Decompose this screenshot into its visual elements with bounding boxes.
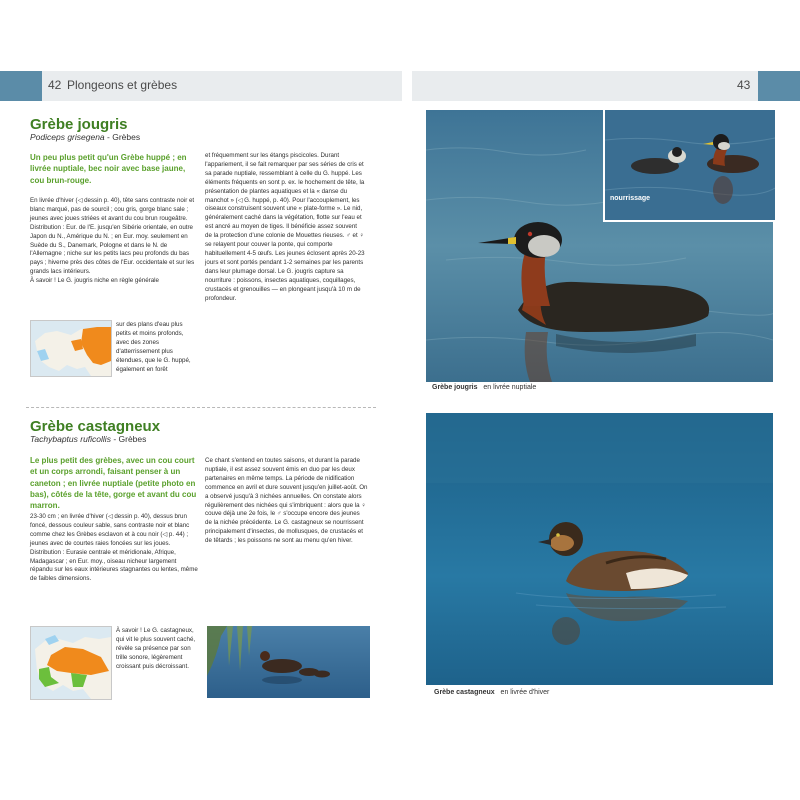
grebe-castagneux-photo: [426, 413, 773, 685]
species-1-col1-block: [30, 197, 195, 286]
species-2-latin: Tachybaptus ruficollis: [30, 434, 111, 444]
species-1-text-winter: En livrée d'hiver (◁ dessin p. 40), tête sans contraste noir et blanc marqué, pas de sourcil ; cou gris, gorge blanc sale ; jeunes avec joues striées et avant du cou brun rougeâtre.: [30, 197, 195, 222]
species-2-small-photo: [207, 626, 370, 698]
section-divider: [26, 407, 376, 408]
left-page-title: Plongeons et grèbes: [67, 78, 178, 92]
species-2-family: - Grèbes: [110, 434, 147, 444]
species-2-lead: Le plus petit des grèbes, avec un cou court et un corps arrondi, faisant penser à un caneton ; en livrée nuptiale (petite photo en bas), côtés de la tête, gorge et avant du cou marron.: [30, 456, 197, 511]
species-2-range-map: [30, 626, 112, 700]
header-accent-right: [758, 71, 800, 101]
header-bar-right: [412, 71, 758, 101]
header-accent-left: [0, 71, 42, 101]
species-1-lead: Un peu plus petit qu'un Grèbe huppé ; en livrée nuptiale, bec noir avec base jaune, cou brun-rouge.: [30, 153, 187, 185]
species-1-col2: et fréquemment sur les étangs piscicoles. Durant l'appariement, il se fait remarquer par ses séries de cris et sa parade nuptiale, ressemblant à celle du G. huppé. Les éléments fréquents en sont p. ex. le hochement de tête, la présentation de plantes aquatiques et la « danse du manchot » (◁ G. huppé, p. 40). Pour l'accouplement, les oiseaux construisent souvent une « plate-forme ». Le nid, généralement caché dans la végétation, flotte sur l'eau et est ancré au moyen de tiges. Il bénéficie assez souvent de la protection d'une colonie de Mouettes rieuses. ♂ et ♀ se relayent pour couver la ponte, qui comporte habituellement 4-5 œufs. Les jeunes éclosent après 20-23 jours et sont portés pendant 1-2 semaines par les parents dans leur plumage dorsal. Le G. jougris capture sa nourriture : poissons, insectes aquatiques, coquillages, crustacés et grenouilles — en plongeant jusqu'à 10 m de profondeur.: [205, 152, 365, 302]
photo-2-caption-desc: en livrée d'hiver: [500, 689, 550, 696]
species-1-range-map: [30, 320, 112, 377]
species-1-text-distribution: Distribution : Eur. de l'E. jusqu'en Sibérie orientale, en outre Japon du N., Amérique du N. ; en Eur. moy. seulement en Suède du S., Danemark, Pologne et dans le N. de l'Allemagne ; niche sur les petits lacs peu profonds du bas pays ; hiverne près des côtes de l'Eur. occidentale et sur les grands lacs intérieurs.: [30, 223, 195, 276]
species-2-text-distribution: Distribution : Eurasie centrale et méridionale, Afrique, Madagascar ; en Eur. moy., oiseau nicheur largement répandu sur les eaux intérieures stagnantes ou lentes, même de faibles dimensions.: [30, 548, 198, 583]
species-2-col2: Ce chant s'entend en toutes saisons, et durant la parade nuptiale, il est assez souvent émis en duo par les deux partenaires en même temps. La période de nidification commence en avril et dure souvent jusqu'en juillet-août. On a observé jusqu'à 3 nichées annuelles. On constate alors régulièrement des nichées qui s'imbriquent : alors que la ♀ couve déjà une 2e fois, le ♂ s'occupe encore des jeunes de la nichée précédente. Le G. castagneux se nourrissent principalement d'insectes, de mollusques, de crustacés et de têtards ; les poissons ne sont au menu qu'en hiver.: [205, 457, 368, 545]
feeding-inset-photo: [603, 110, 775, 222]
species-2-col1-block: [30, 513, 198, 584]
species-1-text-map-side: sur des plans d'eau plus petits et moins profonds, avec des zones d'atterrissement plus étendues, que le G. huppé, également en forêt: [116, 321, 191, 373]
species-1-latin: Podiceps grisegena: [30, 132, 105, 142]
species-1-text-asavoir: À savoir ! Le G. jougris niche en règle générale: [30, 277, 159, 285]
species-1-family: - Grèbes: [104, 132, 141, 142]
photo-2-caption-name: Grèbe castagneux: [434, 689, 495, 696]
right-page-number: 43: [737, 78, 751, 92]
species-1-title: Grèbe jougris: [30, 116, 128, 133]
species-1-latin-line: [30, 132, 140, 142]
species-2-title: Grèbe castagneux: [30, 418, 161, 435]
inset-photo-label: nourrissage: [610, 195, 651, 202]
photo-1-caption-name: Grèbe jougris: [432, 384, 478, 391]
photo-1-caption: [432, 384, 536, 391]
photo-2-caption: [434, 689, 549, 696]
species-2-text-size: 23-30 cm ; en livrée d'hiver (◁ dessin p. 40), dessus brun foncé, dessous couleur sable, sans contraste noir et blanc comme chez les Grèbes esclavon et à cou noir (◁ p. 44) ; jeunes avec de courtes raies foncées sur les joues.: [30, 513, 190, 547]
left-page-number: 42: [48, 78, 62, 92]
species-2-latin-line: [30, 434, 146, 444]
species-2-text-asavoir: À savoir ! Le G. castagneux, qui vit le plus souvent caché, révèle sa présence par son trille sonore, légèrement croissant puis décroissant.: [116, 627, 196, 670]
photo-1-caption-desc: en livrée nuptiale: [483, 384, 537, 391]
